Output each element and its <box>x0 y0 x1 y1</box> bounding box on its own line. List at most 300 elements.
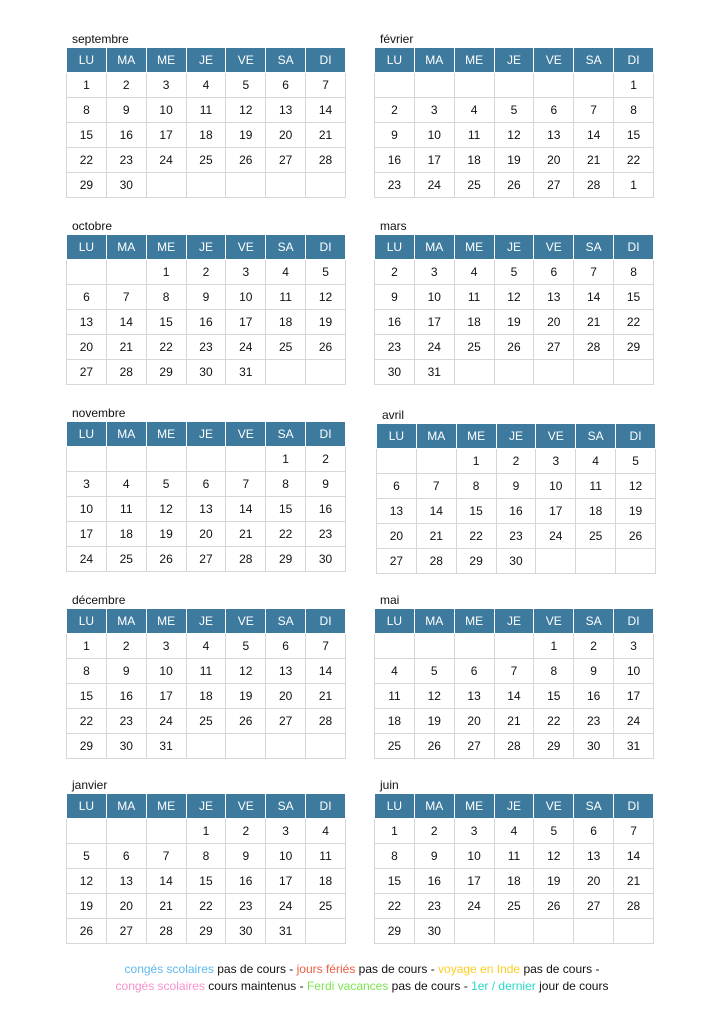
day-cell: 10 <box>146 659 186 684</box>
week-row <box>375 123 654 148</box>
day-cell: 3 <box>414 260 454 285</box>
day-cell: 4 <box>106 472 146 497</box>
day-cell: 3 <box>536 449 576 474</box>
day-cell: 27 <box>377 549 417 574</box>
day-cell: 9 <box>375 123 415 148</box>
day-cell: 24 <box>414 335 454 360</box>
week-row <box>67 919 346 944</box>
empty-cell <box>616 549 656 574</box>
day-cell: 19 <box>616 499 656 524</box>
day-cell: 20 <box>266 684 306 709</box>
day-cell: 12 <box>616 474 656 499</box>
day-cell: 7 <box>614 819 654 844</box>
legend-text: pas de cours - <box>355 962 439 976</box>
empty-cell <box>534 919 574 944</box>
day-cell: 6 <box>186 472 226 497</box>
weekday-header: MA <box>106 794 146 819</box>
day-cell: 19 <box>67 894 107 919</box>
day-cell: 16 <box>375 148 415 173</box>
day-cell: 27 <box>534 335 574 360</box>
day-cell: 3 <box>414 98 454 123</box>
day-cell: 15 <box>266 497 306 522</box>
day-cell: 1 <box>67 634 107 659</box>
empty-cell <box>106 260 146 285</box>
week-row <box>377 499 656 524</box>
day-cell: 29 <box>67 734 107 759</box>
empty-cell <box>574 360 614 385</box>
empty-cell <box>67 260 107 285</box>
month-title: mai <box>380 593 400 607</box>
day-cell: 8 <box>266 472 306 497</box>
day-cell: 13 <box>266 659 306 684</box>
legend-text: pas de cours - <box>520 962 600 976</box>
day-cell: 1 <box>614 73 654 98</box>
day-cell: 30 <box>106 734 146 759</box>
day-cell: 26 <box>494 335 534 360</box>
day-cell: 18 <box>306 869 346 894</box>
day-cell: 8 <box>534 659 574 684</box>
week-row <box>375 659 654 684</box>
day-cell: 16 <box>186 310 226 335</box>
day-cell: 29 <box>186 919 226 944</box>
empty-cell <box>574 919 614 944</box>
day-cell: 26 <box>306 335 346 360</box>
empty-cell <box>414 73 454 98</box>
day-cell: 18 <box>494 869 534 894</box>
day-cell: 4 <box>266 260 306 285</box>
day-cell: 20 <box>377 524 417 549</box>
day-cell: 18 <box>454 148 494 173</box>
week-row <box>67 310 346 335</box>
day-cell: 29 <box>67 173 107 198</box>
month-avril <box>376 408 656 574</box>
empty-cell <box>186 734 226 759</box>
weekday-header: LU <box>67 794 107 819</box>
day-cell: 5 <box>226 634 266 659</box>
day-cell: 3 <box>67 472 107 497</box>
weekday-header: LU <box>377 424 417 449</box>
day-cell: 29 <box>146 360 186 385</box>
weekday-header: MA <box>106 235 146 260</box>
weekday-header: LU <box>375 609 415 634</box>
weekday-header: VE <box>534 609 574 634</box>
weekday-header: VE <box>534 794 574 819</box>
week-row <box>67 260 346 285</box>
weekday-header: JE <box>186 794 226 819</box>
week-row <box>375 684 654 709</box>
day-cell: 26 <box>616 524 656 549</box>
day-cell: 22 <box>614 148 654 173</box>
day-cell: 9 <box>306 472 346 497</box>
legend-text: 1er / dernier <box>471 979 536 993</box>
day-cell: 15 <box>534 684 574 709</box>
day-cell: 23 <box>106 709 146 734</box>
empty-cell <box>494 634 534 659</box>
day-cell: 6 <box>377 474 417 499</box>
day-cell: 23 <box>106 148 146 173</box>
day-cell: 27 <box>266 148 306 173</box>
day-cell: 4 <box>576 449 616 474</box>
weekday-header: ME <box>456 424 496 449</box>
day-cell: 12 <box>226 659 266 684</box>
week-row <box>377 549 656 574</box>
empty-cell <box>106 819 146 844</box>
day-cell: 10 <box>614 659 654 684</box>
day-cell: 29 <box>534 734 574 759</box>
day-cell: 20 <box>574 869 614 894</box>
weekday-header: MA <box>414 794 454 819</box>
day-cell: 28 <box>306 148 346 173</box>
day-cell: 10 <box>454 844 494 869</box>
day-cell: 13 <box>186 497 226 522</box>
day-cell: 1 <box>614 173 654 198</box>
day-cell: 8 <box>67 659 107 684</box>
day-cell: 23 <box>306 522 346 547</box>
day-cell: 5 <box>306 260 346 285</box>
week-row <box>67 709 346 734</box>
day-cell: 27 <box>106 919 146 944</box>
day-cell: 14 <box>306 98 346 123</box>
day-cell: 13 <box>534 285 574 310</box>
day-cell: 5 <box>534 819 574 844</box>
day-cell: 13 <box>377 499 417 524</box>
week-row <box>375 73 654 98</box>
day-cell: 1 <box>266 447 306 472</box>
day-cell: 14 <box>574 123 614 148</box>
weekday-header: VE <box>226 609 266 634</box>
empty-cell <box>414 634 454 659</box>
week-row <box>67 734 346 759</box>
day-cell: 28 <box>574 335 614 360</box>
day-cell: 6 <box>106 844 146 869</box>
day-cell: 8 <box>456 474 496 499</box>
calendar-table <box>376 423 656 574</box>
day-cell: 2 <box>375 260 415 285</box>
empty-cell <box>67 819 107 844</box>
empty-cell <box>375 634 415 659</box>
week-row <box>67 659 346 684</box>
day-cell: 25 <box>454 173 494 198</box>
day-cell: 20 <box>454 709 494 734</box>
weekday-header: JE <box>494 48 534 73</box>
weekday-header: LU <box>67 235 107 260</box>
day-cell: 11 <box>186 98 226 123</box>
day-cell: 20 <box>266 123 306 148</box>
day-cell: 18 <box>186 684 226 709</box>
legend-text: jour de cours <box>535 979 609 993</box>
empty-cell <box>186 173 226 198</box>
weekday-header: DI <box>616 424 656 449</box>
day-cell: 9 <box>496 474 536 499</box>
day-cell: 25 <box>306 894 346 919</box>
day-cell: 21 <box>306 123 346 148</box>
empty-cell <box>306 360 346 385</box>
day-cell: 23 <box>226 894 266 919</box>
day-cell: 29 <box>375 919 415 944</box>
day-cell: 1 <box>456 449 496 474</box>
day-cell: 16 <box>106 684 146 709</box>
day-cell: 17 <box>146 684 186 709</box>
week-row <box>67 497 346 522</box>
month-decembre <box>66 593 346 759</box>
day-cell: 4 <box>306 819 346 844</box>
day-cell: 2 <box>106 73 146 98</box>
legend-text: jours fériés <box>296 962 356 976</box>
day-cell: 17 <box>614 684 654 709</box>
month-mai <box>374 593 654 759</box>
empty-cell <box>306 919 346 944</box>
month-title: avril <box>382 408 405 422</box>
empty-cell <box>146 173 186 198</box>
empty-cell <box>377 449 417 474</box>
day-cell: 14 <box>614 844 654 869</box>
week-row <box>67 819 346 844</box>
day-cell: 14 <box>574 285 614 310</box>
day-cell: 17 <box>414 310 454 335</box>
day-cell: 24 <box>67 547 107 572</box>
weekday-header: ME <box>146 609 186 634</box>
day-cell: 12 <box>226 98 266 123</box>
day-cell: 22 <box>614 310 654 335</box>
day-cell: 6 <box>534 98 574 123</box>
day-cell: 17 <box>454 869 494 894</box>
weekday-header: ME <box>454 794 494 819</box>
day-cell: 21 <box>614 869 654 894</box>
day-cell: 4 <box>494 819 534 844</box>
weekday-header: DI <box>306 609 346 634</box>
weekday-header: VE <box>226 235 266 260</box>
empty-cell <box>494 360 534 385</box>
day-cell: 28 <box>146 919 186 944</box>
day-cell: 25 <box>454 335 494 360</box>
day-cell: 10 <box>414 285 454 310</box>
weekday-header: ME <box>454 609 494 634</box>
day-cell: 30 <box>414 919 454 944</box>
empty-cell <box>534 360 574 385</box>
day-cell: 20 <box>186 522 226 547</box>
day-cell: 5 <box>414 659 454 684</box>
day-cell: 14 <box>106 310 146 335</box>
day-cell: 14 <box>146 869 186 894</box>
day-cell: 18 <box>106 522 146 547</box>
empty-cell <box>146 819 186 844</box>
day-cell: 22 <box>67 709 107 734</box>
weekday-header: JE <box>494 794 534 819</box>
weekday-header: JE <box>186 235 226 260</box>
day-cell: 15 <box>614 285 654 310</box>
month-octobre <box>66 219 346 385</box>
day-cell: 15 <box>375 869 415 894</box>
day-cell: 30 <box>574 734 614 759</box>
day-cell: 24 <box>454 894 494 919</box>
day-cell: 22 <box>146 335 186 360</box>
week-row <box>377 524 656 549</box>
day-cell: 24 <box>146 148 186 173</box>
weekday-header: VE <box>226 794 266 819</box>
day-cell: 11 <box>375 684 415 709</box>
day-cell: 19 <box>226 684 266 709</box>
weekday-header: ME <box>146 794 186 819</box>
day-cell: 7 <box>306 73 346 98</box>
day-cell: 10 <box>67 497 107 522</box>
empty-cell <box>454 360 494 385</box>
empty-cell <box>306 734 346 759</box>
empty-cell <box>266 734 306 759</box>
day-cell: 15 <box>67 123 107 148</box>
weekday-header: JE <box>186 48 226 73</box>
week-row <box>67 98 346 123</box>
day-cell: 13 <box>534 123 574 148</box>
weekday-header: VE <box>536 424 576 449</box>
day-cell: 7 <box>416 474 456 499</box>
day-cell: 30 <box>496 549 536 574</box>
day-cell: 19 <box>226 123 266 148</box>
calendar-table <box>66 234 346 385</box>
weekday-header: DI <box>306 235 346 260</box>
day-cell: 9 <box>375 285 415 310</box>
empty-cell <box>574 73 614 98</box>
day-cell: 2 <box>306 447 346 472</box>
day-cell: 3 <box>146 73 186 98</box>
day-cell: 5 <box>494 260 534 285</box>
weekday-header: JE <box>496 424 536 449</box>
weekday-header: MA <box>106 422 146 447</box>
day-cell: 13 <box>67 310 107 335</box>
week-row <box>375 98 654 123</box>
legend <box>0 961 724 995</box>
day-cell: 5 <box>67 844 107 869</box>
day-cell: 17 <box>67 522 107 547</box>
weekday-header: DI <box>306 48 346 73</box>
day-cell: 6 <box>454 659 494 684</box>
day-cell: 13 <box>574 844 614 869</box>
weekday-header: SA <box>576 424 616 449</box>
week-row <box>67 684 346 709</box>
day-cell: 8 <box>67 98 107 123</box>
day-cell: 13 <box>266 98 306 123</box>
month-title: février <box>380 32 414 46</box>
day-cell: 1 <box>146 260 186 285</box>
day-cell: 10 <box>146 98 186 123</box>
week-row <box>375 844 654 869</box>
day-cell: 11 <box>106 497 146 522</box>
day-cell: 16 <box>496 499 536 524</box>
weekday-header: VE <box>226 422 266 447</box>
day-cell: 28 <box>416 549 456 574</box>
day-cell: 8 <box>186 844 226 869</box>
day-cell: 8 <box>146 285 186 310</box>
week-row <box>67 148 346 173</box>
day-cell: 20 <box>106 894 146 919</box>
calendar-table <box>374 234 654 385</box>
day-cell: 24 <box>614 709 654 734</box>
week-row <box>375 335 654 360</box>
empty-cell <box>146 447 186 472</box>
day-cell: 14 <box>306 659 346 684</box>
week-row <box>375 148 654 173</box>
day-cell: 9 <box>106 98 146 123</box>
day-cell: 1 <box>534 634 574 659</box>
weekday-header: VE <box>226 48 266 73</box>
day-cell: 1 <box>375 819 415 844</box>
empty-cell <box>186 447 226 472</box>
calendar-table <box>66 793 346 944</box>
day-cell: 5 <box>146 472 186 497</box>
weekday-header: DI <box>614 609 654 634</box>
day-cell: 8 <box>375 844 415 869</box>
day-cell: 27 <box>454 734 494 759</box>
day-cell: 1 <box>67 73 107 98</box>
day-cell: 16 <box>414 869 454 894</box>
empty-cell <box>454 919 494 944</box>
day-cell: 28 <box>306 709 346 734</box>
week-row <box>375 173 654 198</box>
weekday-header: SA <box>574 48 614 73</box>
day-cell: 31 <box>226 360 266 385</box>
calendar-table <box>374 608 654 759</box>
week-row <box>67 869 346 894</box>
week-row <box>375 919 654 944</box>
calendar-table <box>374 793 654 944</box>
day-cell: 21 <box>574 148 614 173</box>
day-cell: 14 <box>226 497 266 522</box>
day-cell: 1 <box>186 819 226 844</box>
week-row <box>67 894 346 919</box>
legend-line-2 <box>0 978 724 995</box>
legend-text: voyage en Inde <box>438 962 521 976</box>
day-cell: 4 <box>375 659 415 684</box>
day-cell: 6 <box>574 819 614 844</box>
month-title: novembre <box>72 406 126 420</box>
day-cell: 28 <box>574 173 614 198</box>
day-cell: 5 <box>494 98 534 123</box>
day-cell: 29 <box>266 547 306 572</box>
day-cell: 2 <box>186 260 226 285</box>
day-cell: 22 <box>534 709 574 734</box>
weekday-header: DI <box>306 794 346 819</box>
day-cell: 21 <box>106 335 146 360</box>
day-cell: 4 <box>186 73 226 98</box>
day-cell: 8 <box>614 260 654 285</box>
day-cell: 22 <box>67 148 107 173</box>
weekday-header: LU <box>375 794 415 819</box>
empty-cell <box>226 173 266 198</box>
day-cell: 30 <box>226 919 266 944</box>
day-cell: 10 <box>226 285 266 310</box>
month-mars <box>374 219 654 385</box>
week-row <box>375 869 654 894</box>
week-row <box>375 360 654 385</box>
day-cell: 11 <box>454 123 494 148</box>
day-cell: 22 <box>266 522 306 547</box>
day-cell: 13 <box>106 869 146 894</box>
day-cell: 23 <box>375 173 415 198</box>
legend-text: cours maintenus - <box>204 979 307 993</box>
empty-cell <box>534 73 574 98</box>
day-cell: 30 <box>106 173 146 198</box>
day-cell: 16 <box>226 869 266 894</box>
weekday-header: MA <box>414 235 454 260</box>
day-cell: 29 <box>614 335 654 360</box>
day-cell: 7 <box>574 98 614 123</box>
day-cell: 17 <box>414 148 454 173</box>
month-title: mars <box>380 219 407 233</box>
day-cell: 9 <box>574 659 614 684</box>
empty-cell <box>576 549 616 574</box>
day-cell: 29 <box>456 549 496 574</box>
day-cell: 6 <box>67 285 107 310</box>
day-cell: 26 <box>534 894 574 919</box>
